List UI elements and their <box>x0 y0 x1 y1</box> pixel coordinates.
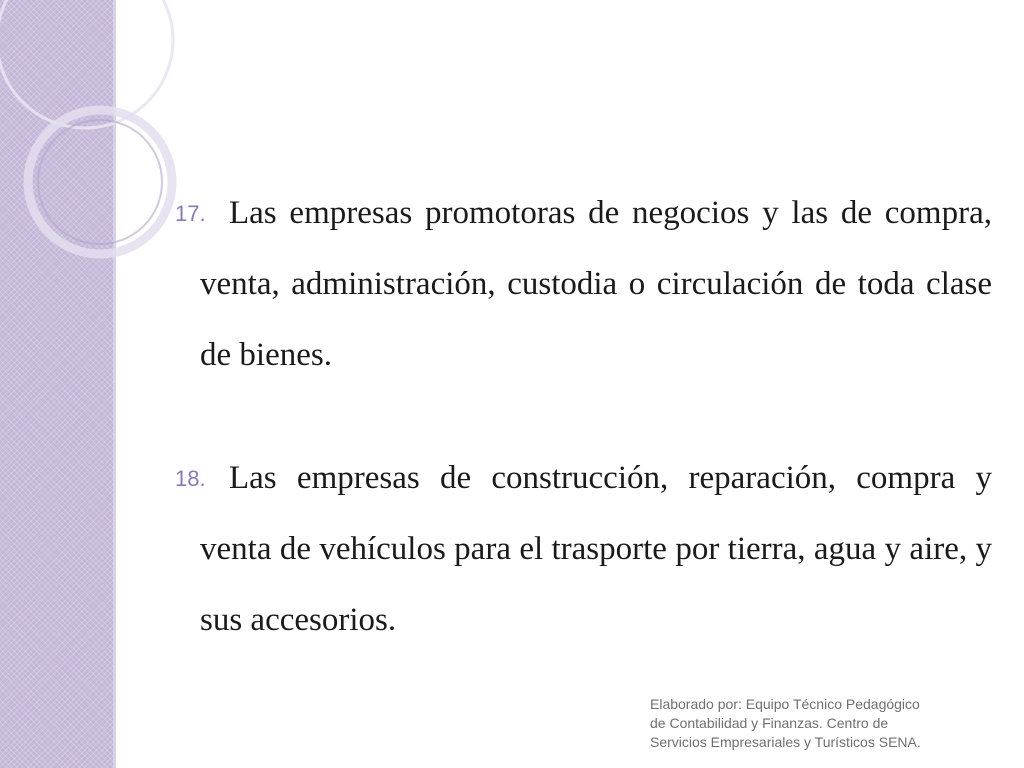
item-number: 18. <box>175 466 206 491</box>
item-number: 17. <box>175 201 206 226</box>
list-item <box>170 178 992 391</box>
numbered-list <box>170 178 992 708</box>
small-ring-outer <box>28 110 172 254</box>
footer-credits <box>650 695 970 752</box>
list-item <box>170 443 992 656</box>
footer-line: Servicios Empresariales y Turísticos SENA. <box>650 734 921 750</box>
item-text: Las empresas promotoras de negocios y las de compra, venta, administración, custodia o circulación de toda clase de bienes. <box>200 195 992 373</box>
item-text: Las empresas de construcción, reparación, compra y venta de vehículos para el trasporte por tierra, agua y aire, y sus accesorios. <box>200 460 992 638</box>
footer-line: Elaborado por: Equipo Técnico Pedagógico <box>650 696 920 712</box>
footer-line: de Contabilidad y Finanzas. Centro de <box>650 715 889 731</box>
small-ring-inner <box>38 120 162 244</box>
